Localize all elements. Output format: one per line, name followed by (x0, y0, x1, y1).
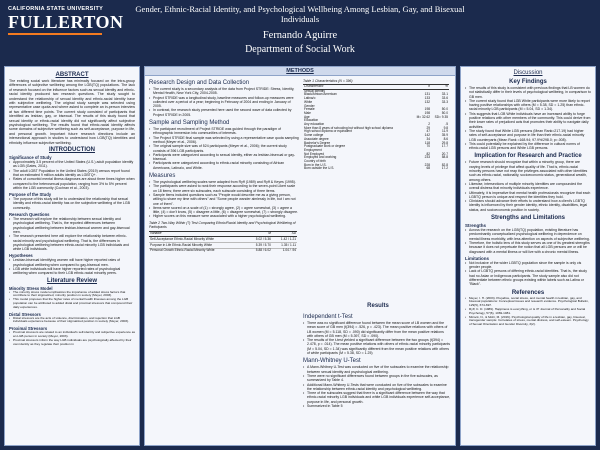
ttest-list (303, 321, 451, 355)
table-header-cell: SD (272, 231, 297, 237)
table-cell: 50.0 (441, 107, 448, 112)
poster-header (0, 0, 600, 62)
bullet-item: • The research presented here will explore the relationship between ethnic-racial minority and psychological wellbeing. That is, the differences in psychological wellbeing between ethnic-racial minority LGB individuals and white LGB individuals. (9, 234, 135, 251)
methods-right (303, 77, 451, 171)
strengths-limitations-heading: Strengths and Limitations (490, 215, 565, 222)
strengths-label: Strengths (465, 223, 487, 229)
table-cell: 11.9 (442, 129, 448, 134)
discussion-heading: Discussion (513, 70, 543, 76)
hypotheses-heading: Hypotheses (9, 253, 33, 259)
table-cell: Latina/o (304, 96, 316, 101)
bullet-item: • Proximal stressors inform the way LGB individuals are psychologically affected by their own identity as they regulate their position in (9, 339, 135, 347)
bullet-item: • Higher scores on this measure were associated with a higher psychological wellbeing. (149, 214, 299, 218)
limitations-label: Limitations (465, 255, 490, 261)
table-cell: 1.04 / .94 (272, 248, 297, 253)
bullet-item: • Meyer, I. H. (2003). Prejudice, social stress, and mental health in lesbian, gay, and bisexual populations: Conceptual issues and research evidence. Psychological Bulletin, 129(5), 674-697. (465, 297, 591, 308)
bullet-item: • Summarized in Table 5 (303, 404, 451, 408)
table-cell: 17.7 (441, 144, 448, 149)
table-cell: Male (304, 110, 311, 115)
table-cell: Sexual Identity (304, 88, 325, 93)
design-list (149, 87, 299, 117)
table-cell: Associate degree (304, 136, 329, 141)
bullet-item: • The psychological wellbeing scales were adapted from Ryff (1989) and Ryff & Keyes (1995). (149, 180, 299, 184)
table-cell: 1.42 / 1.21 (272, 237, 297, 243)
table-cell: Age (304, 114, 310, 119)
table-cell: Postgraduate work or degree (304, 144, 346, 149)
distal-list (9, 317, 135, 325)
table-header-cell: Variable (149, 231, 247, 237)
table-cell: Female (304, 107, 315, 112)
table-cell: More than 8 years of schooling but without high school diploma (304, 125, 393, 130)
table-cell: Self-Acceptance Ethnic-Racial Minority White (149, 237, 247, 243)
distal-heading: Distal Stressors (9, 311, 41, 317)
table-cell: 34 (426, 136, 430, 141)
table-cell: 50.0 (441, 110, 448, 115)
research-questions-heading: Research Questions (9, 212, 50, 218)
table-cell: Any education (304, 122, 325, 127)
table-cell: Not Employed (304, 151, 325, 156)
bullet-item: • Three of the subscales suggest that there is a significant difference between the way that ethnic-racial minority LGB individuals and white LGB individuals experience self-acceptance, purpose in life, and personal growth. (303, 391, 451, 404)
key-findings-heading: Key Findings (509, 79, 547, 85)
abstract-text: The existing social work literature has minimally focused on the intra-group differences of subjective wellbeing among the LGB(TQ) populations. The lack of research focused on the influence factors such as sexual identity and ethnic-racial identity produced two research questions. The study sought to understand the relationship of sexual identity and ethnic-racial identity have with subjective wellbeing. The original study sample was selected using representative case quota and where asked to complete an in-person interview at two different time points. The current study consisted of participants that identified as lesbian, gay, or bisexual. The results of this study found that sexual identity or ethnic-racial identity did not significantly affect subjective psychological wellbeing. The results found that ethnic-racial identity affects some domains of subjective wellbeing such as self-acceptance, purpose in life, and personal growth. Important future research directions include an intersectional approach in studies to understand how LGB(TQ) identities and ethnicity influence subjective wellbeing. (9, 79, 135, 145)
bullet-item: • Lack of LGBTQ persons of differing ethnic-racial identities. That is, the study had no Asian or Indigenous participants. The study sample also did not differentiate between ethnic groups existing within labels such as Latina or "Black". (465, 269, 591, 286)
bullet-item: • Additional Mann-Whitney U-Tests that were conducted on five of the subscales to examine the relationship between ethnic-racial identity and psychological wellbeing. (303, 383, 451, 392)
table-row (303, 167, 449, 171)
limitations-list (465, 261, 591, 287)
poster-department: Department of Social Work (245, 44, 355, 55)
bullet-item: • Future research should recognize that within a minority group, there are varying levels of privilege that affect quality of life. That is, ethnic-racial minority persons have not reap the privileges associated with other identities such as ethnic-racial, nationality, socioeconomic status, generational wealth, among others. (465, 160, 591, 181)
table-cell: 198 (424, 110, 430, 115)
design-heading: Research Design and Data Collection (149, 80, 250, 86)
table-cell: 132 (424, 99, 430, 104)
table-cell: 5.88 / 6.02 (247, 248, 272, 253)
table-cell: 133 (424, 96, 430, 101)
left-column (4, 66, 140, 446)
table-header-cell: Characteristic (303, 85, 413, 90)
table-cell: 142 (424, 133, 430, 138)
mann-whitney-heading: Mann-Whitney U-Test (303, 358, 361, 365)
bullet-item: • A Mann-Whitney U-Test was conducted on five of the subscales to examine the relationship between sexual identity and psychological wellbeing. (303, 365, 451, 374)
measures-heading: Measures (149, 173, 176, 180)
table-cell: SD= 9.35 (434, 114, 448, 119)
university-logo (8, 6, 128, 40)
bullet-item: • The minority stress model emphasizes the importance of added stress factors that contribute to their stigmatized, minority position in society (Meyer, 2003). (9, 291, 135, 299)
table-cell: 33.6 (441, 96, 448, 101)
table-cell: 58.8 (441, 155, 448, 160)
table-cell: Purpose in Life Ethnic-Racial Minority White (149, 243, 247, 249)
bullet-item: • The current study found that LGB White participants were more likely to report having positive relationships with others (M = 5.38, SD = 1.25) than ethnic-racial minority LGB participants (M = 5.04, SD = 1.34). (465, 99, 591, 112)
table-header-cell: n (413, 85, 431, 90)
table-header-cell: % (431, 85, 449, 90)
bullet-item: • There was no significant difference found between the mean score of LB women and the mean score of GB men (t(394) = .526, p = .423). The mean positive relations with others of LB women (M = 5.118, SD = .090) did significantly differ from the mean positive relations with others of GB men (M = 5.397, SD = .090). (303, 321, 451, 338)
bullet-item: • Ultimately, it is imperative that mental health professionals recognize that each LGBTQ person is unique and respect the identities they hold. (465, 191, 591, 200)
implications-list (465, 160, 591, 212)
table1-caption: Table 1 Characteristics (N = 396) (303, 79, 353, 83)
table-cell: 17.2 (441, 166, 448, 171)
bullet-item: • The participant recruitment of Project STRIDE was guided through the paradigm of ethnographic immersion into communities of interests. (149, 127, 299, 136)
bullet-item: • The original sample size was of 524 participants (Meyer et al., 2006); the current study consists of 396 LGB participants. (149, 144, 299, 153)
bullet-item: • There were no significant differences found between groups in the five subscales, as summarized by Table 4. (303, 374, 451, 383)
sample-heading: Sample and Sampling Method (149, 120, 230, 127)
table-cell: Personal Growth Ethnic-Racial Minority White (149, 248, 247, 253)
table-cell: High school diploma or equivalent (304, 129, 352, 134)
bullet-item: • Likewise, intersections of multiple minority identities are compounded the overall distress that minority individuals experience. (465, 182, 591, 191)
research-questions-list (9, 217, 135, 251)
middle-column (144, 66, 456, 446)
table-cell: Born outside the U.S. (304, 166, 335, 171)
logo-university-text: CALIFORNIA STATE UNIVERSITY (8, 6, 104, 12)
methods-left (149, 77, 299, 254)
right-column (460, 66, 596, 446)
table-cell: 47 (426, 129, 430, 134)
bullet-item: • LGB white individuals will have higher reported rates of psychological wellbeing when compared to their LGB ethnic-racial minority peers. (9, 267, 135, 276)
purpose-list (9, 197, 135, 210)
proximal-heading: Proximal Stressors (9, 326, 48, 332)
bullet-item: • The results of the t-test yielded a significant difference between the two groups (t(394) = 2.478, p = .014). The mean positive relations with others of ethnic-racial minority participants (M = 5.04, SD = 1.34) was significantly different from the mean positive relations with others of white participants (M = 5.38, SD = 1.25) (303, 338, 451, 355)
bullet-item: • This suggests that LGB White individuals have an increased ability to forge positive relations with other members of the community. This could derive from their lower rates of prejudiced acts that promotes their ability to navigate daily activities. (465, 112, 591, 129)
minority-stress-heading: Minority Stress Model (9, 285, 53, 291)
literature-heading: Literature Review (46, 277, 98, 284)
measures-list (149, 180, 299, 219)
bullet-item: • The Project STRIDE final sample was selected by using a representative case quota sampling method (Meyer et al., 2006). (149, 136, 299, 145)
bullet-item: • Therefore, the holistic lens of this study serves as one of its greatest strengths because it does not perpetuate the notion that all LGB persons are or will be diagnosed with a mental illness or will live with a chronic mental illness. (465, 241, 591, 254)
results-block (303, 311, 451, 408)
bullet-item: • Distal stressors are the acts of violence, discrimination, and rejection that LGB individuals experience because of their stigmatized position in society (Meyer, 2003). (9, 317, 135, 325)
bullet-item: • Lesbian-bisexual identifying women will have higher reported rates of psychological wellbeing when compared to gay-bisexual men. (9, 258, 135, 267)
bullet-item: • Project STRIDE was a longitudinal study, baseline measures and follow-up measures were collected over a period of a year; beginning in February of 2004 and ending in January of 2005. (149, 96, 299, 109)
table-cell: M= 32.62 (416, 114, 430, 119)
bullet-item: • Clinicians should advance their efforts to understand how a client's LGBTQ identity is influenced by their gender identity, ethnic identity, disabilities, legal status, and socioeconomic position in society. (465, 199, 591, 212)
table-cell: 5.39 / 5.70 (247, 243, 272, 249)
table-cell: Education (304, 118, 319, 123)
table-cell: 1.35 / 1.11 (272, 243, 297, 249)
abstract-heading: ABSTRACT (55, 72, 89, 78)
bullet-item: • The purpose of this study will be to understand the relationship that sexual identity and ethnic-racial identity has on the subjective wellbeing of the LGB community. (9, 197, 135, 210)
table-header-cell: M (247, 231, 272, 237)
poster-title: Gender, Ethnic-Racial Identity, and Psychological Wellbeing Among Lesbian, Gay, and Bisexual Individuals (135, 4, 465, 24)
table-cell: 35.9 (441, 133, 448, 138)
logo-campus-text: FULLERTON (8, 12, 124, 32)
table-cell: 33.1 (441, 92, 448, 97)
references-list (465, 297, 591, 327)
table-cell: 70 (426, 144, 430, 149)
table2 (149, 231, 297, 254)
table-cell: Country of birth (304, 159, 326, 164)
bullet-item: • Participants were categorized according to ethnic-racial minority consisting of African Americans, Latina/o, and White. (149, 161, 299, 170)
poster-author: Fernando Aguirre (262, 30, 338, 41)
purpose-heading: Purpose of the Study (9, 192, 52, 198)
references-heading: References (511, 289, 545, 296)
bullet-item: • Proximal stressors are related to an individual's self-identity and subjective experience as an LGB person in society (Meyer, 2003). (9, 331, 135, 339)
table-cell: 33.3 (441, 99, 448, 104)
minority-stress-list (9, 291, 135, 310)
table-cell: Employment (304, 147, 322, 152)
bullet-item: • Sample items included questions such as "People would describe me as a giving person, willing to share my time with others" and "Some people wander aimlessly in life, but I am not one of them". (149, 193, 299, 206)
bullet-item: • Approximately 3.5 percent of the United States (U.S.) adult population identify as LGB (Gates, 2011). (9, 160, 135, 169)
key-findings-list (465, 86, 591, 150)
strengths-list (465, 228, 591, 254)
significance-heading: Significance of Study (9, 155, 52, 161)
logo-accent-bar (8, 33, 102, 35)
bullet-item: • This model proposes that the higher rates of mental health illnesses among the LGB population can be attributed to added distal and proximal stressors that compound their daily experiences. (9, 298, 135, 309)
table-cell: 5.02 / 5.36 (247, 237, 272, 243)
bullet-item: • Rates of comorbid mental illness diagnoses are about three times higher when compared to the heterosexual population, ranging from 3% to 5% percent within the LGB community (Cochran et al., 2003). (9, 177, 135, 190)
bullet-item: • In contrast, the research study presented here used the second wave of data collected by Project STRIDE in 2005. (149, 108, 299, 117)
table-cell: 233 (424, 155, 430, 160)
table-cell: Black/African American (304, 92, 337, 97)
table-cell: Some college (304, 133, 324, 138)
bullet-item: • The participants were asked to rank their response according to the seven-point Likert scale on 18 items; there were six subscales, each subscale consisting of three items. (149, 184, 299, 193)
table-cell: 82 (426, 151, 430, 156)
table-cell: Bachelor's Degree (304, 140, 331, 145)
table-cell: 131 (424, 92, 430, 97)
table1 (303, 84, 449, 171)
bullet-item: • The research will explore the relationship between sexual identity and psychological wellbeing. That is, the reported differences between psychological wellbeing between lesbian-bisexual women and gay-bisexual men. (9, 217, 135, 234)
bullet-item: • Across the research on the LGB(TQ) population, existing literature has predominantly conceptualized psychological wellbeing in dependence on mental illness morbidity, with less attention on aspects of subjective wellbeing. (465, 228, 591, 241)
significance-list (9, 160, 135, 190)
bullet-item: • Items were scored on a scale of (1) = strongly agree, (2) = agree somewhat, (3) = agree a little, (4) = don't know, (5) = disagree a little, (6) = disagree somewhat, (7) = strongly disagree. (149, 206, 299, 215)
table-cell: 228 (424, 162, 430, 167)
table-cell: White (304, 99, 313, 104)
table-cell: 8.6 (443, 136, 448, 141)
table-cell: 9.8 (443, 125, 448, 130)
table-cell: 82.8 (441, 162, 448, 167)
proximal-list (9, 331, 135, 346)
introduction-heading: INTRODUCTION (49, 147, 95, 154)
table-row (149, 248, 297, 253)
table-cell: Employed and working (304, 155, 337, 160)
table-cell: 2 (428, 122, 430, 127)
table-cell: 29 (426, 125, 430, 130)
table-cell: 68 (426, 166, 430, 171)
ttest-heading: Independent t-Test (303, 314, 353, 320)
hypotheses-list (9, 258, 135, 275)
bullet-item: • This could potentially be explained by the difference in cultural norms of ethnic-racial LGB persons and White LGB persons. (465, 142, 591, 151)
table-cell: Gender (304, 103, 315, 108)
table-cell: Born in the U.S. (304, 162, 327, 167)
table-cell: 29.8 (441, 140, 448, 145)
bullet-item: • The study found that White LGB persons (Mean Rank=217.19) had higher rates of self-acceptance and purpose in life than their ethnic-racial minority LGB counterparts (Mean Rank =168.94; 97.9%/298.0; p=.008). (465, 129, 591, 142)
bullet-item: • Not inclusive of the wider LGBTQ population since the sample is only cis gender people. (465, 261, 591, 270)
bullet-item: • Mizock, N., & Mohr, M. (2016). Psychological quality of life in a lesbian, gay, bisexual, transgender sample: Correlates of stress, mental distress, and self-esteem. Psychology of Sexual Orientation and Gender Diversity, 3(2). (465, 316, 591, 327)
sample-list (149, 127, 299, 170)
mann-whitney-list (303, 365, 451, 408)
bullet-item: • The results of this study is consistent with previous findings that LB women do not statistically differ in their levels of psychological wellbeing, in comparison to GB men. (465, 86, 591, 99)
table-cell: 20.7 (441, 151, 448, 156)
implications-heading: Implication for Research and Practice (474, 153, 582, 160)
table-cell: 198 (424, 107, 430, 112)
table-cell: .5 (445, 122, 448, 127)
bullet-item: • Ryff, C. D. (1989). Happiness is everything, or is it? Journal of Personality and Social Psychology, 57(6), 1069-1081. (465, 308, 591, 316)
bullet-item: • The current study is a secondary analysis of the data from Project STRIDE: Stress, Identity, Mental Health, New York City, 2004-2005. (149, 87, 299, 96)
table-cell: 118 (424, 140, 430, 145)
methods-heading: METHODS (145, 67, 455, 76)
bullet-item: • Participants were categorized according to sexual identity, either as lesbian-bisexual or gay-bisexual. (149, 153, 299, 162)
results-heading: Results (367, 303, 389, 309)
bullet-item: • The adult LGBT Population in the United States (2019) census report found that an estimated 9 million adults identify as LGBTQ+. (9, 169, 135, 178)
table2-caption: Table 2 Two-Way Within (?) Test Comparing Ethnic/Racial Identity and Psychological Wellbeing of Participants (149, 220, 296, 229)
